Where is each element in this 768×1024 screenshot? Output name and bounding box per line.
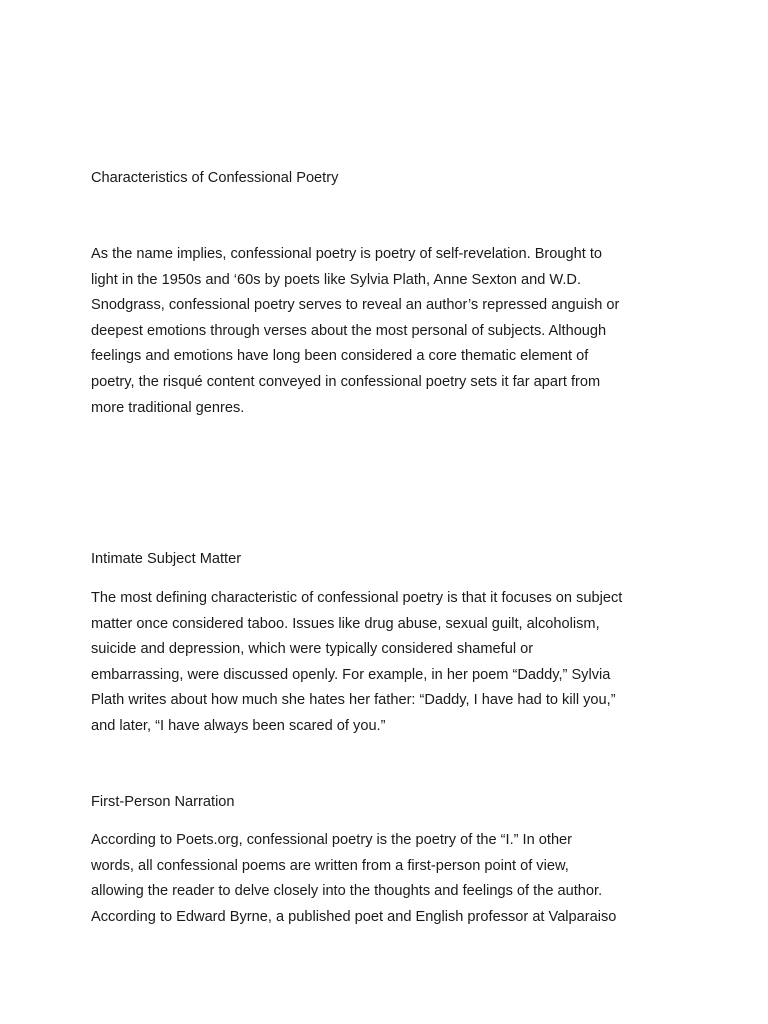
section-intimate-paragraph (91, 586, 691, 740)
document-title: Characteristics of Confessional Poetry (91, 170, 339, 186)
text-line: allowing the reader to delve closely into the thoughts and feelings of the author. (91, 883, 603, 900)
section-first-person-paragraph (91, 828, 691, 930)
section-heading: Intimate Subject Matter (91, 551, 242, 567)
text-line: words, all confessional poems are written from a first-person point of view, (91, 857, 569, 874)
section-heading: First-Person Narration (91, 794, 235, 810)
section-first-person-heading-block (91, 790, 691, 816)
section-intimate-heading-block (91, 547, 691, 573)
section-text (91, 586, 691, 740)
text-line: poetry, the risqué content conveyed in confessional poetry sets it far apart from (91, 373, 601, 390)
text-line: According to Poets.org, confessional poetry is the poetry of the “I.” In other (91, 832, 573, 848)
text-line: light in the 1950s and ‘60s by poets like Sylvia Plath, Anne Sexton and W.D. (91, 271, 582, 288)
intro-text (91, 242, 691, 421)
text-line: deepest emotions through verses about the most personal of subjects. Although (91, 322, 607, 339)
document-title-block (91, 166, 691, 192)
text-line: As the name implies, confessional poetry is poetry of self-revelation. Brought to (91, 246, 603, 262)
text-line: The most defining characteristic of confessional poetry is that it focuses on subject (91, 590, 623, 606)
text-line: feelings and emotions have long been considered a core thematic element of (91, 348, 589, 365)
intro-paragraph (91, 242, 691, 421)
text-line: and later, “I have always been scared of you.” (91, 717, 386, 734)
text-line: embarrassing, were discussed openly. For example, in her poem “Daddy,” Sylvia (91, 666, 611, 683)
text-line: According to Edward Byrne, a published poet and English professor at Valparaiso (91, 908, 617, 925)
text-line: Plath writes about how much she hates her father: “Daddy, I have had to kill you,” (91, 692, 616, 709)
text-line: more traditional genres. (91, 399, 245, 416)
section-text (91, 828, 691, 930)
text-line: Snodgrass, confessional poetry serves to reveal an author’s repressed anguish or (91, 297, 620, 314)
text-line: suicide and depression, which were typically considered shameful or (91, 641, 534, 658)
text-line: matter once considered taboo. Issues like drug abuse, sexual guilt, alcoholism, (91, 615, 600, 632)
